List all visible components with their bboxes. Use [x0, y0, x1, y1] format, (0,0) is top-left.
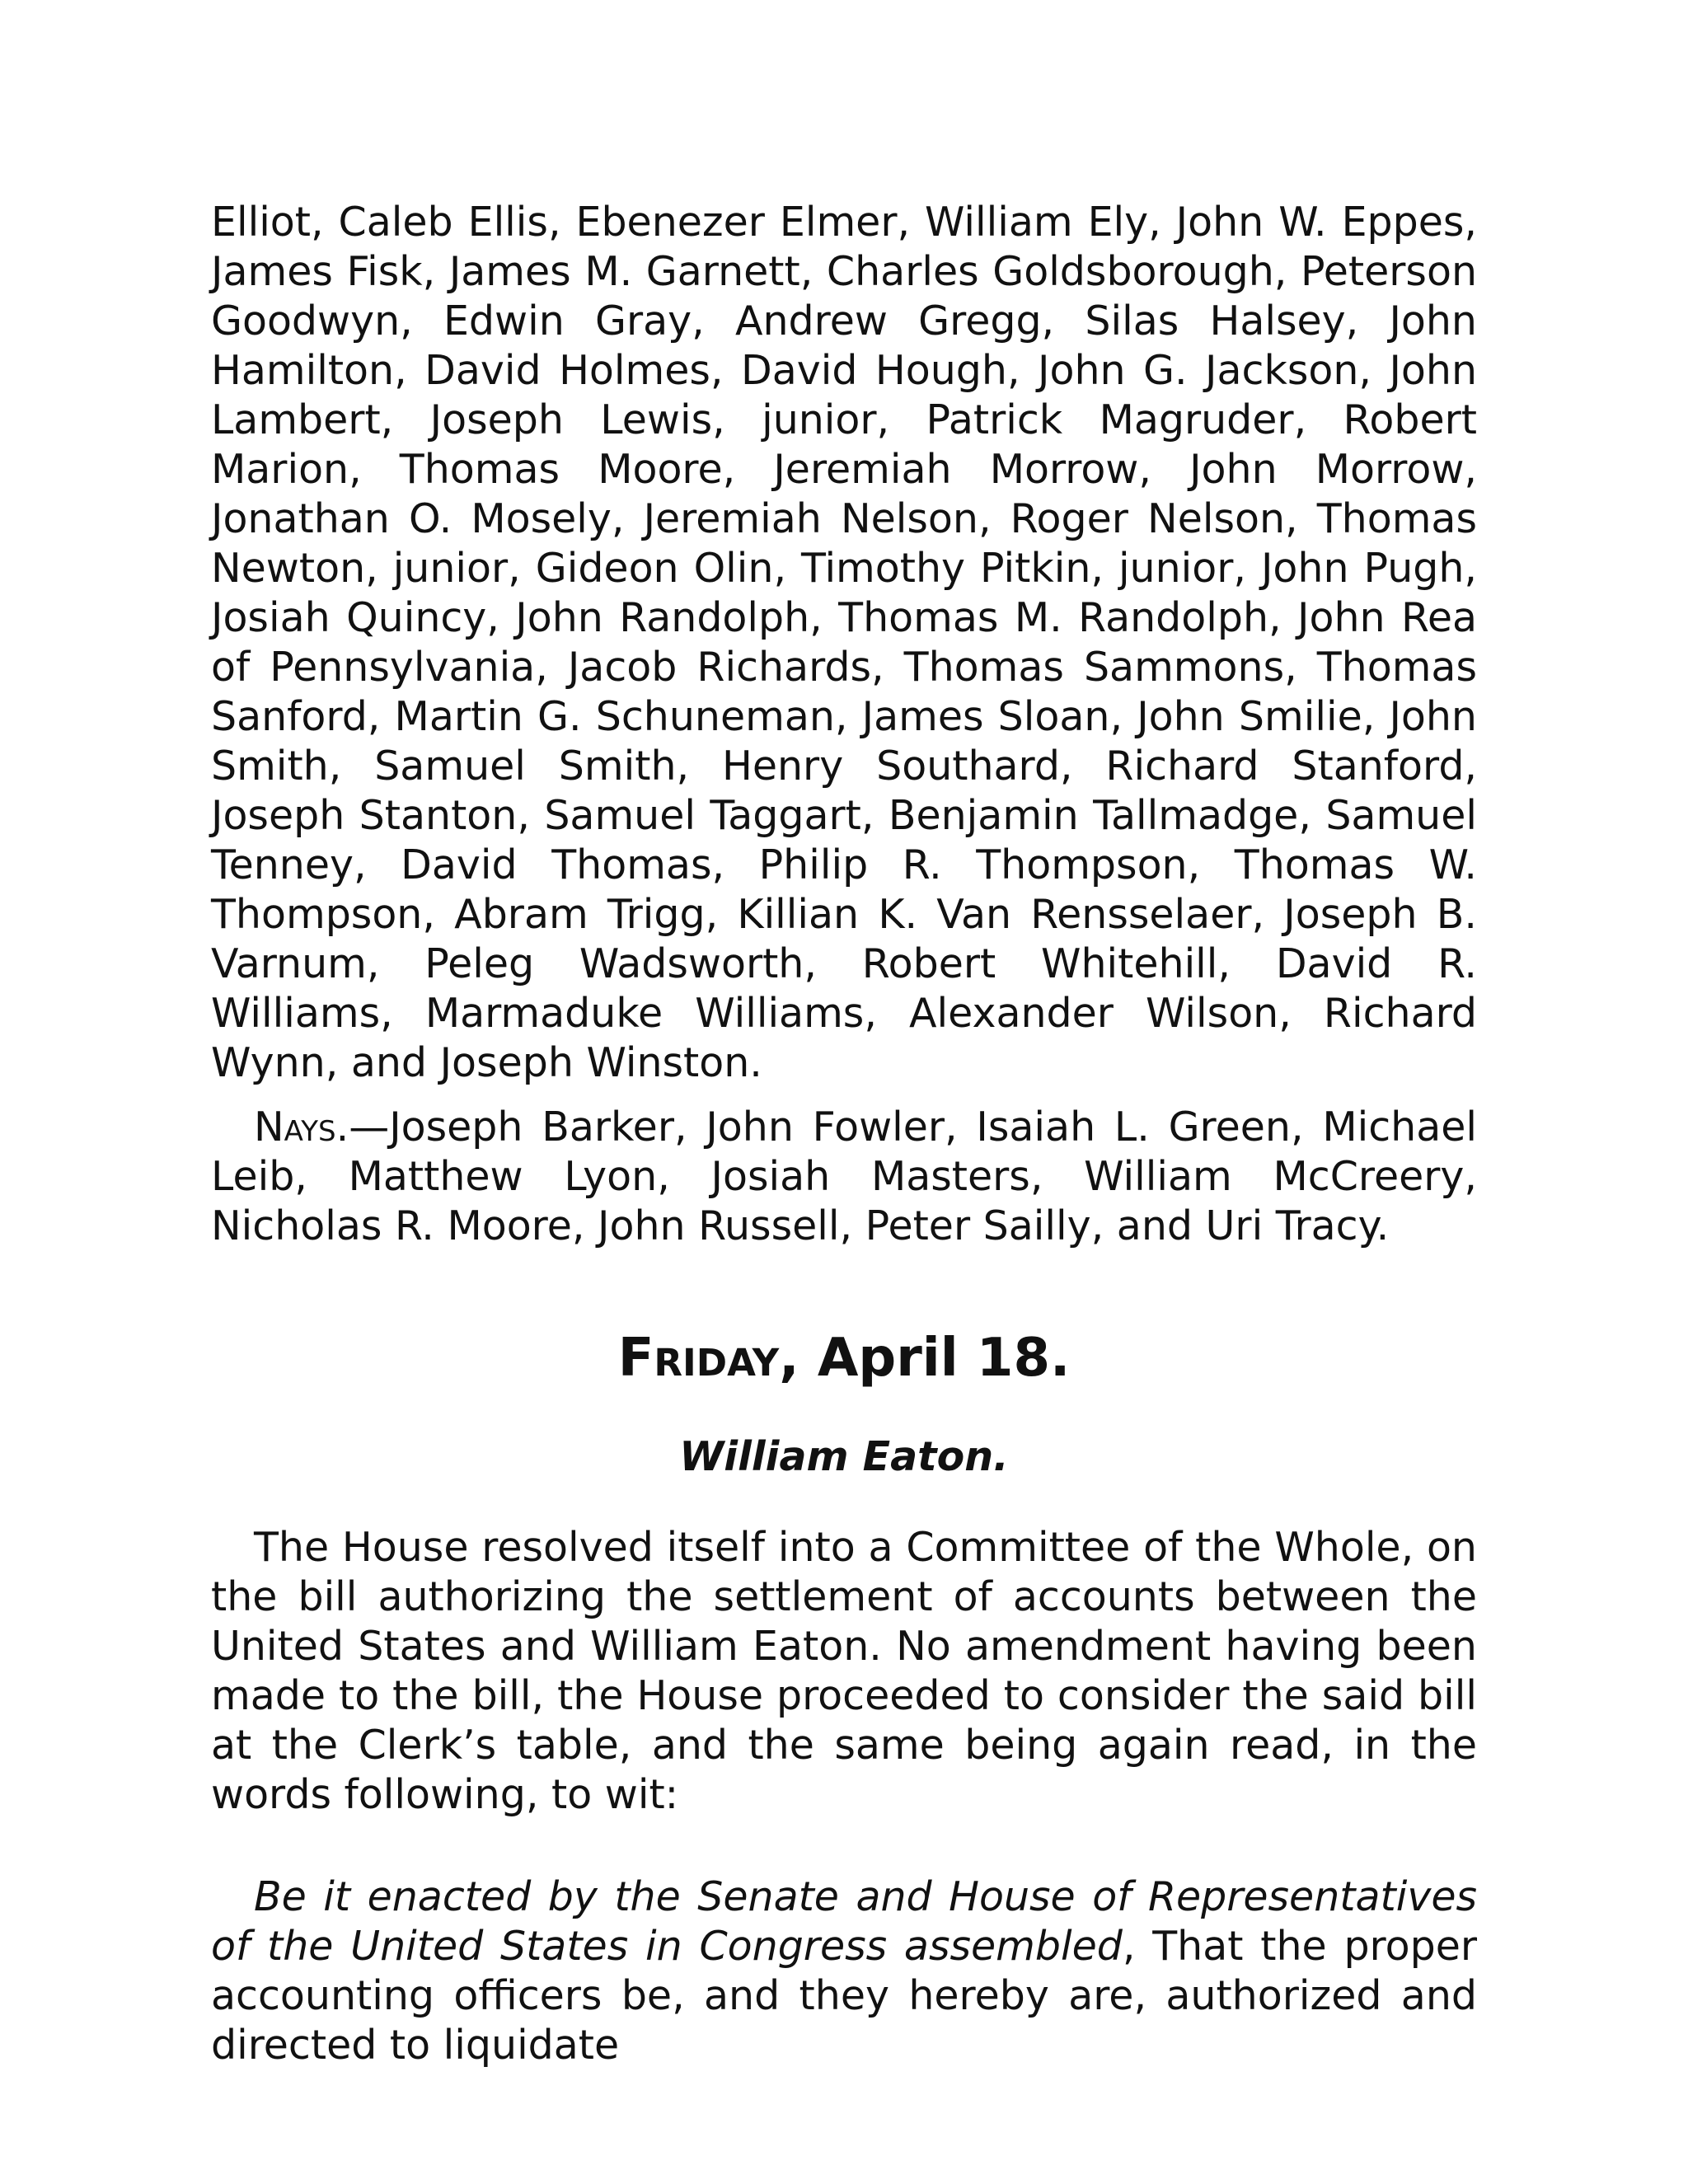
bill-text-paragraph: [211, 1872, 1477, 2070]
page-content: [211, 198, 1477, 2070]
enacting-clause: Be it enacted by the Senate and House of Representatives of the United States in Congress assembled: [211, 1873, 1477, 1970]
bill-text: , That the proper accounting officers be, and they hereby are, authorized and directed to liquidate: [211, 1923, 1477, 2069]
yeas-list-continued: Elliot, Caleb Ellis, Ebenezer Elmer, William Ely, John W. Eppes, James Fisk, James M. Garnett, Charles Goldsborough, Peterson Goodwyn, Edwin Gray, Andrew Gregg, Silas Halsey, John Hamilton, David Holmes, David Hough, John G. Jackson, John Lambert, Joseph Lewis, junior, Patrick Magruder, Robert Marion, Thomas Moore, Jeremiah Morrow, John Morrow, Jonathan O. Mosely, Jeremiah Nelson, Roger Nelson, Thomas Newton, junior, Gideon Olin, Timothy Pitkin, junior, John Pugh, Josiah Quincy, John Randolph, Thomas M. Randolph, John Rea of Pennsylvania, Jacob Richards, Thomas Sammons, Thomas Sanford, Martin G. Schuneman, James Sloan, John Smilie, John Smith, Samuel Smith, Henry Southard, Richard Stanford, Joseph Stanton, Samuel Taggart, Benjamin Tallmadge, Samuel Tenney, David Thomas, Philip R. Thompson, Thomas W. Thompson, Abram Trigg, Killian K. Van Rensselaer, Joseph B. Varnum, Peleg Wadsworth, Robert Whitehill, David R. Williams, Marmaduke Williams, Alexander Wilson, Richard Wynn, and Joseph Winston.: [211, 199, 1477, 1086]
nays-separator: .—: [335, 1104, 390, 1151]
nays-label: Nays: [254, 1104, 336, 1151]
nays-paragraph: [211, 1103, 1477, 1251]
date-rest: , April 18.: [779, 1328, 1071, 1389]
committee-paragraph: The House resolved itself into a Committee of the Whole, on the bill authorizing the settlement of accounts between the United States and William Eaton. No amendment having been made to the bill, the House proceeded to consider the said bill at the Clerk’s table, and the same being again read, in the words following, to wit:: [211, 1524, 1477, 1818]
date-heading: [211, 1325, 1477, 1391]
nays-list: Joseph Barker, John Fowler, Isaiah L. Green, Michael Leib, Matthew Lyon, Josiah Masters, William McCreery, Nicholas R. Moore, John Russell, Peter Sailly, and Uri Tracy.: [211, 1104, 1477, 1249]
date-weekday: Friday: [617, 1328, 780, 1389]
subject-heading: William Eaton.: [679, 1433, 1009, 1480]
